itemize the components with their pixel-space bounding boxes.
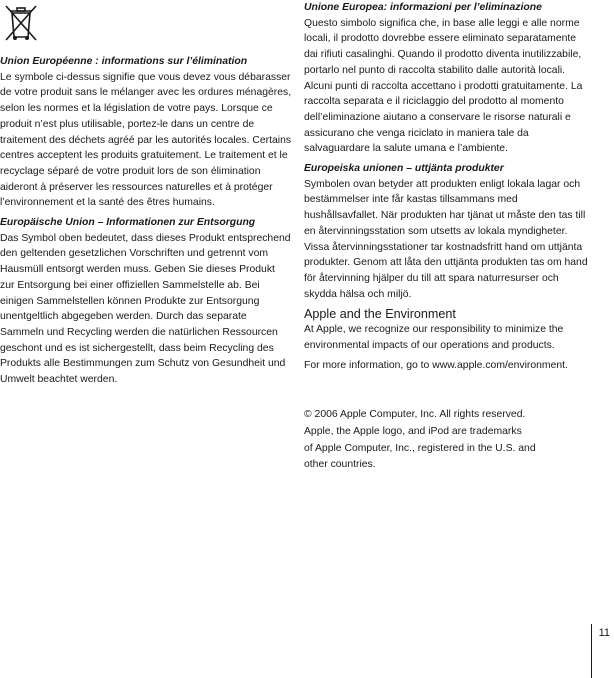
section-sv: [304, 161, 592, 302]
environment-heading: Apple and the Environment: [304, 307, 456, 322]
heading-fr: Union Européenne : informations sur l’élimination: [0, 56, 248, 67]
copyright-line-4: other countries.: [304, 459, 376, 471]
environment-body: At Apple, we recognize our responsibility to minimize the environmental impacts of our operations and products.: [304, 324, 564, 352]
copyright-line-3: of Apple Computer, Inc., registered in the U.S. and: [304, 442, 536, 454]
body-de: Das Symbol oben bedeutet, dass dieses Produkt entsprechend den geltenden gesetzlichen Vorschriften und getrennt vom Hausmüll entsorgt werden muss. Geben Sie dieses Produkt zur Entsorgung bei einer offiziellen Sammelstelle ab. Bei einigen Sammelstellen können Produkte zur Entsorgung unentgeltlich abgegeben werden. Durch das separate Sammeln und Recycling werden die natürlichen Ressourcen geschont und es ist sichergestellt, dass beim Recycling des Produkts alle Bestimmungen zum Schutz von Gesundheit und Umwelt beachtet werden.: [0, 232, 291, 386]
heading-sv: Europeiska unionen – uttjänta produkter: [304, 163, 504, 175]
page-number-rule: [591, 624, 592, 678]
copyright-line-1: © 2006 Apple Computer, Inc. All rights reserved.: [304, 409, 526, 421]
right-column: [304, 0, 592, 478]
body-sv: Symbolen ovan betyder att produkten enligt lokala lagar och bestämmelser inte får kastas tillsammans med hushållsavfallet. När produkten har tjänat ut måste den tas till en återvinningsstation som utsetts av lokala myndigheter. Vissa återvinningsstationer tar kostnadsfritt hand om uttjänta produkter. Genom att låta den uttjänta produkten tas om hand för återvinning hjälper du till att spara naturresurser och skydda hälsa och miljö.: [304, 178, 588, 300]
copyright-line-2: Apple, the Apple logo, and iPod are trademarks: [304, 426, 522, 438]
left-column: [0, 0, 292, 392]
heading-de: Europäische Union – Informationen zur Entsorgung: [0, 217, 256, 229]
crossed-out-wheelie-bin-icon: [3, 3, 39, 43]
section-fr: [0, 54, 292, 211]
copyright-block: [304, 407, 592, 473]
page-number: 11: [598, 627, 610, 639]
section-de: [0, 215, 292, 388]
heading-it: Unione Europea: informazioni per l’eliminazione: [304, 2, 542, 13]
environment-more-info: For more information, go to www.apple.com/environment.: [304, 359, 568, 371]
body-it: Questo simbolo significa che, in base alle leggi e alle norme locali, il prodotto dovrebbe essere eliminato separatamente dai rifiuti casalinghi. Quando il prodotto diventa inutilizzabile, portarlo nel punto di raccolta stabilito dalle autorità locali. Alcuni punti di raccolta accettano i prodotti gratuitamente. La raccolta separata e il riciclaggio del prodotto al momento dell’eliminazione aiutano a conservare le risorse naturali e assicurano che venga riciclato in maniera tale da salvaguardare la salute umana e l’ambiente.: [304, 17, 583, 155]
section-it: [304, 0, 592, 157]
section-environment: [304, 306, 592, 373]
body-fr: Le symbole ci-dessus signifie que vous devez vous débarasser de votre produit sans le mélanger avec les ordures ménagères, selon les normes et la législation de votre pays. Lorsque ce produit n’est plus utilisable, portez-le dans un centre de traitement des déchets agréé par les autorités locales. Certains centres acceptent les produits gratuitement. Le traitement et le recyclage séparé de votre produit lors de son élimination aideront à préserver les ressources naturelles et à protéger l’environnement et la santé des êtres humains.: [0, 71, 292, 209]
